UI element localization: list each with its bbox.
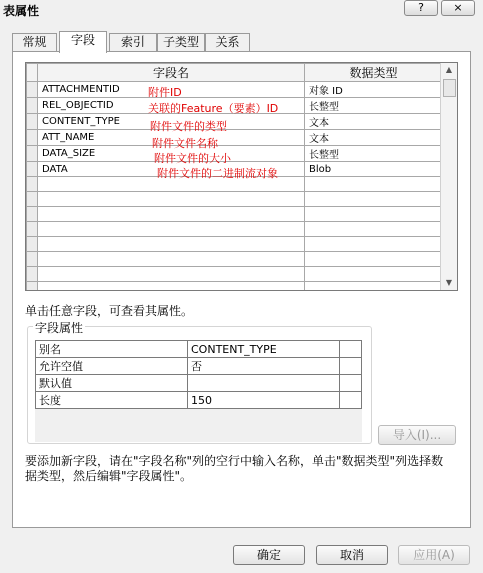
selection-hint: 单击任意字段，可查看其属性。 <box>25 304 194 318</box>
tab-general[interactable] <box>12 33 57 52</box>
tab-label: 关系 <box>215 35 240 49</box>
field-name-cell[interactable]: REL_OBJECTID <box>38 98 305 114</box>
field-properties-area <box>35 340 362 442</box>
field-name-cell[interactable]: ATT_NAME <box>38 130 305 146</box>
data-type-cell[interactable]: 长整型 <box>305 146 443 162</box>
field-properties-label: 字段属性 <box>35 321 84 335</box>
empty-cell[interactable] <box>305 222 443 237</box>
row-selector[interactable] <box>27 252 38 267</box>
empty-cell[interactable] <box>38 192 305 207</box>
empty-cell[interactable] <box>305 177 443 192</box>
scroll-down-icon[interactable]: ▼ <box>445 278 453 287</box>
row-selector[interactable] <box>27 146 38 162</box>
empty-cell[interactable] <box>305 207 443 222</box>
grid-header-row <box>27 64 443 82</box>
help-icon: ? <box>418 1 424 14</box>
property-key: 允许空值 <box>36 358 188 375</box>
property-row[interactable] <box>36 375 362 392</box>
property-value[interactable] <box>188 375 340 392</box>
scrollbar-thumb[interactable] <box>443 79 456 97</box>
grid-vertical-scrollbar[interactable] <box>440 63 457 290</box>
data-type-cell[interactable]: 文本 <box>305 130 443 146</box>
annotation-data-size: 附件文件的大小 <box>154 152 231 165</box>
empty-cell[interactable] <box>305 282 443 292</box>
empty-cell[interactable] <box>38 267 305 282</box>
apply-button[interactable]: 应用(A) <box>398 545 470 565</box>
help-button[interactable] <box>404 0 438 16</box>
empty-row[interactable] <box>27 282 443 292</box>
row-selector[interactable] <box>27 237 38 252</box>
property-row[interactable] <box>36 358 362 375</box>
empty-cell[interactable] <box>38 207 305 222</box>
title-bar <box>0 0 483 22</box>
row-selector[interactable] <box>27 267 38 282</box>
annotation-data: 附件文件的二进制流对象 <box>157 167 278 180</box>
empty-cell[interactable] <box>38 252 305 267</box>
column-header-data-type[interactable]: 数据类型 <box>305 64 443 82</box>
import-button[interactable]: 导入(I)... <box>378 425 456 445</box>
data-type-cell[interactable]: 长整型 <box>305 98 443 114</box>
empty-row[interactable] <box>27 222 443 237</box>
property-row[interactable] <box>36 392 362 409</box>
tab-subtypes[interactable] <box>157 33 205 52</box>
field-name-cell[interactable]: ATTACHMENTID <box>38 82 305 98</box>
empty-row[interactable] <box>27 207 443 222</box>
row-selector[interactable] <box>27 207 38 222</box>
annotation-rel-objectid: 关联的Feature（要素）ID <box>148 102 279 115</box>
empty-row[interactable] <box>27 267 443 282</box>
empty-row[interactable] <box>27 237 443 252</box>
annotation-attachmentid: 附件ID <box>148 86 182 99</box>
empty-cell[interactable] <box>305 192 443 207</box>
window-title: 表属性 <box>3 4 40 18</box>
row-selector[interactable] <box>27 130 38 146</box>
cancel-button[interactable]: 取消 <box>316 545 388 565</box>
data-type-cell[interactable]: Blob <box>305 162 443 177</box>
property-value[interactable]: 否 <box>188 358 340 375</box>
empty-cell[interactable] <box>305 252 443 267</box>
field-name-cell[interactable]: CONTENT_TYPE <box>38 114 305 130</box>
row-selector[interactable] <box>27 82 38 98</box>
property-value[interactable]: CONTENT_TYPE <box>188 341 340 358</box>
property-key: 长度 <box>36 392 188 409</box>
row-selector[interactable] <box>27 177 38 192</box>
row-selector[interactable] <box>27 162 38 177</box>
annotation-content-type: 附件文件的类型 <box>150 120 227 133</box>
empty-row[interactable] <box>27 192 443 207</box>
tab-label: 常规 <box>22 35 47 49</box>
row-selector-header <box>27 64 38 82</box>
empty-row[interactable] <box>27 252 443 267</box>
property-key: 默认值 <box>36 375 188 392</box>
tab-fields[interactable] <box>59 31 107 53</box>
empty-cell[interactable] <box>305 237 443 252</box>
table-row[interactable] <box>27 130 443 146</box>
property-extra <box>340 392 362 409</box>
annotation-att-name: 附件文件名称 <box>152 137 218 150</box>
property-row[interactable] <box>36 341 362 358</box>
table-row[interactable] <box>27 82 443 98</box>
column-header-field-name[interactable]: 字段名 <box>38 64 305 82</box>
tab-label: 索引 <box>120 35 145 49</box>
instructions-note: 要添加新字段，请在"字段名称"列的空行中输入名称，单击"数据类型"列选择数据类型，然后编辑"字段属性"。 <box>25 454 444 483</box>
tab-relationships[interactable] <box>205 33 250 52</box>
row-selector[interactable] <box>27 222 38 237</box>
property-extra <box>340 341 362 358</box>
row-selector[interactable] <box>27 114 38 130</box>
tab-indexes[interactable] <box>109 33 157 52</box>
property-extra <box>340 358 362 375</box>
field-properties-table <box>35 340 362 409</box>
scroll-up-icon[interactable]: ▲ <box>445 65 453 74</box>
row-selector[interactable] <box>27 192 38 207</box>
property-extra <box>340 375 362 392</box>
row-selector[interactable] <box>27 98 38 114</box>
field-name-cell[interactable]: DATA <box>38 162 305 177</box>
empty-cell[interactable] <box>305 267 443 282</box>
data-type-cell[interactable]: 对象 ID <box>305 82 443 98</box>
close-icon: × <box>453 1 463 14</box>
tab-label: 子类型 <box>162 35 199 49</box>
row-selector[interactable] <box>27 282 38 292</box>
empty-cell[interactable] <box>38 282 305 292</box>
data-type-cell[interactable]: 文本 <box>305 114 443 130</box>
empty-cell[interactable] <box>38 222 305 237</box>
table-row[interactable] <box>27 146 443 162</box>
empty-cell[interactable] <box>38 237 305 252</box>
tab-label: 字段 <box>70 33 95 47</box>
ok-button[interactable]: 确定 <box>233 545 305 565</box>
field-name-cell[interactable]: DATA_SIZE <box>38 146 305 162</box>
property-key: 别名 <box>36 341 188 358</box>
property-value[interactable]: 150 <box>188 392 340 409</box>
close-button[interactable] <box>441 0 475 16</box>
